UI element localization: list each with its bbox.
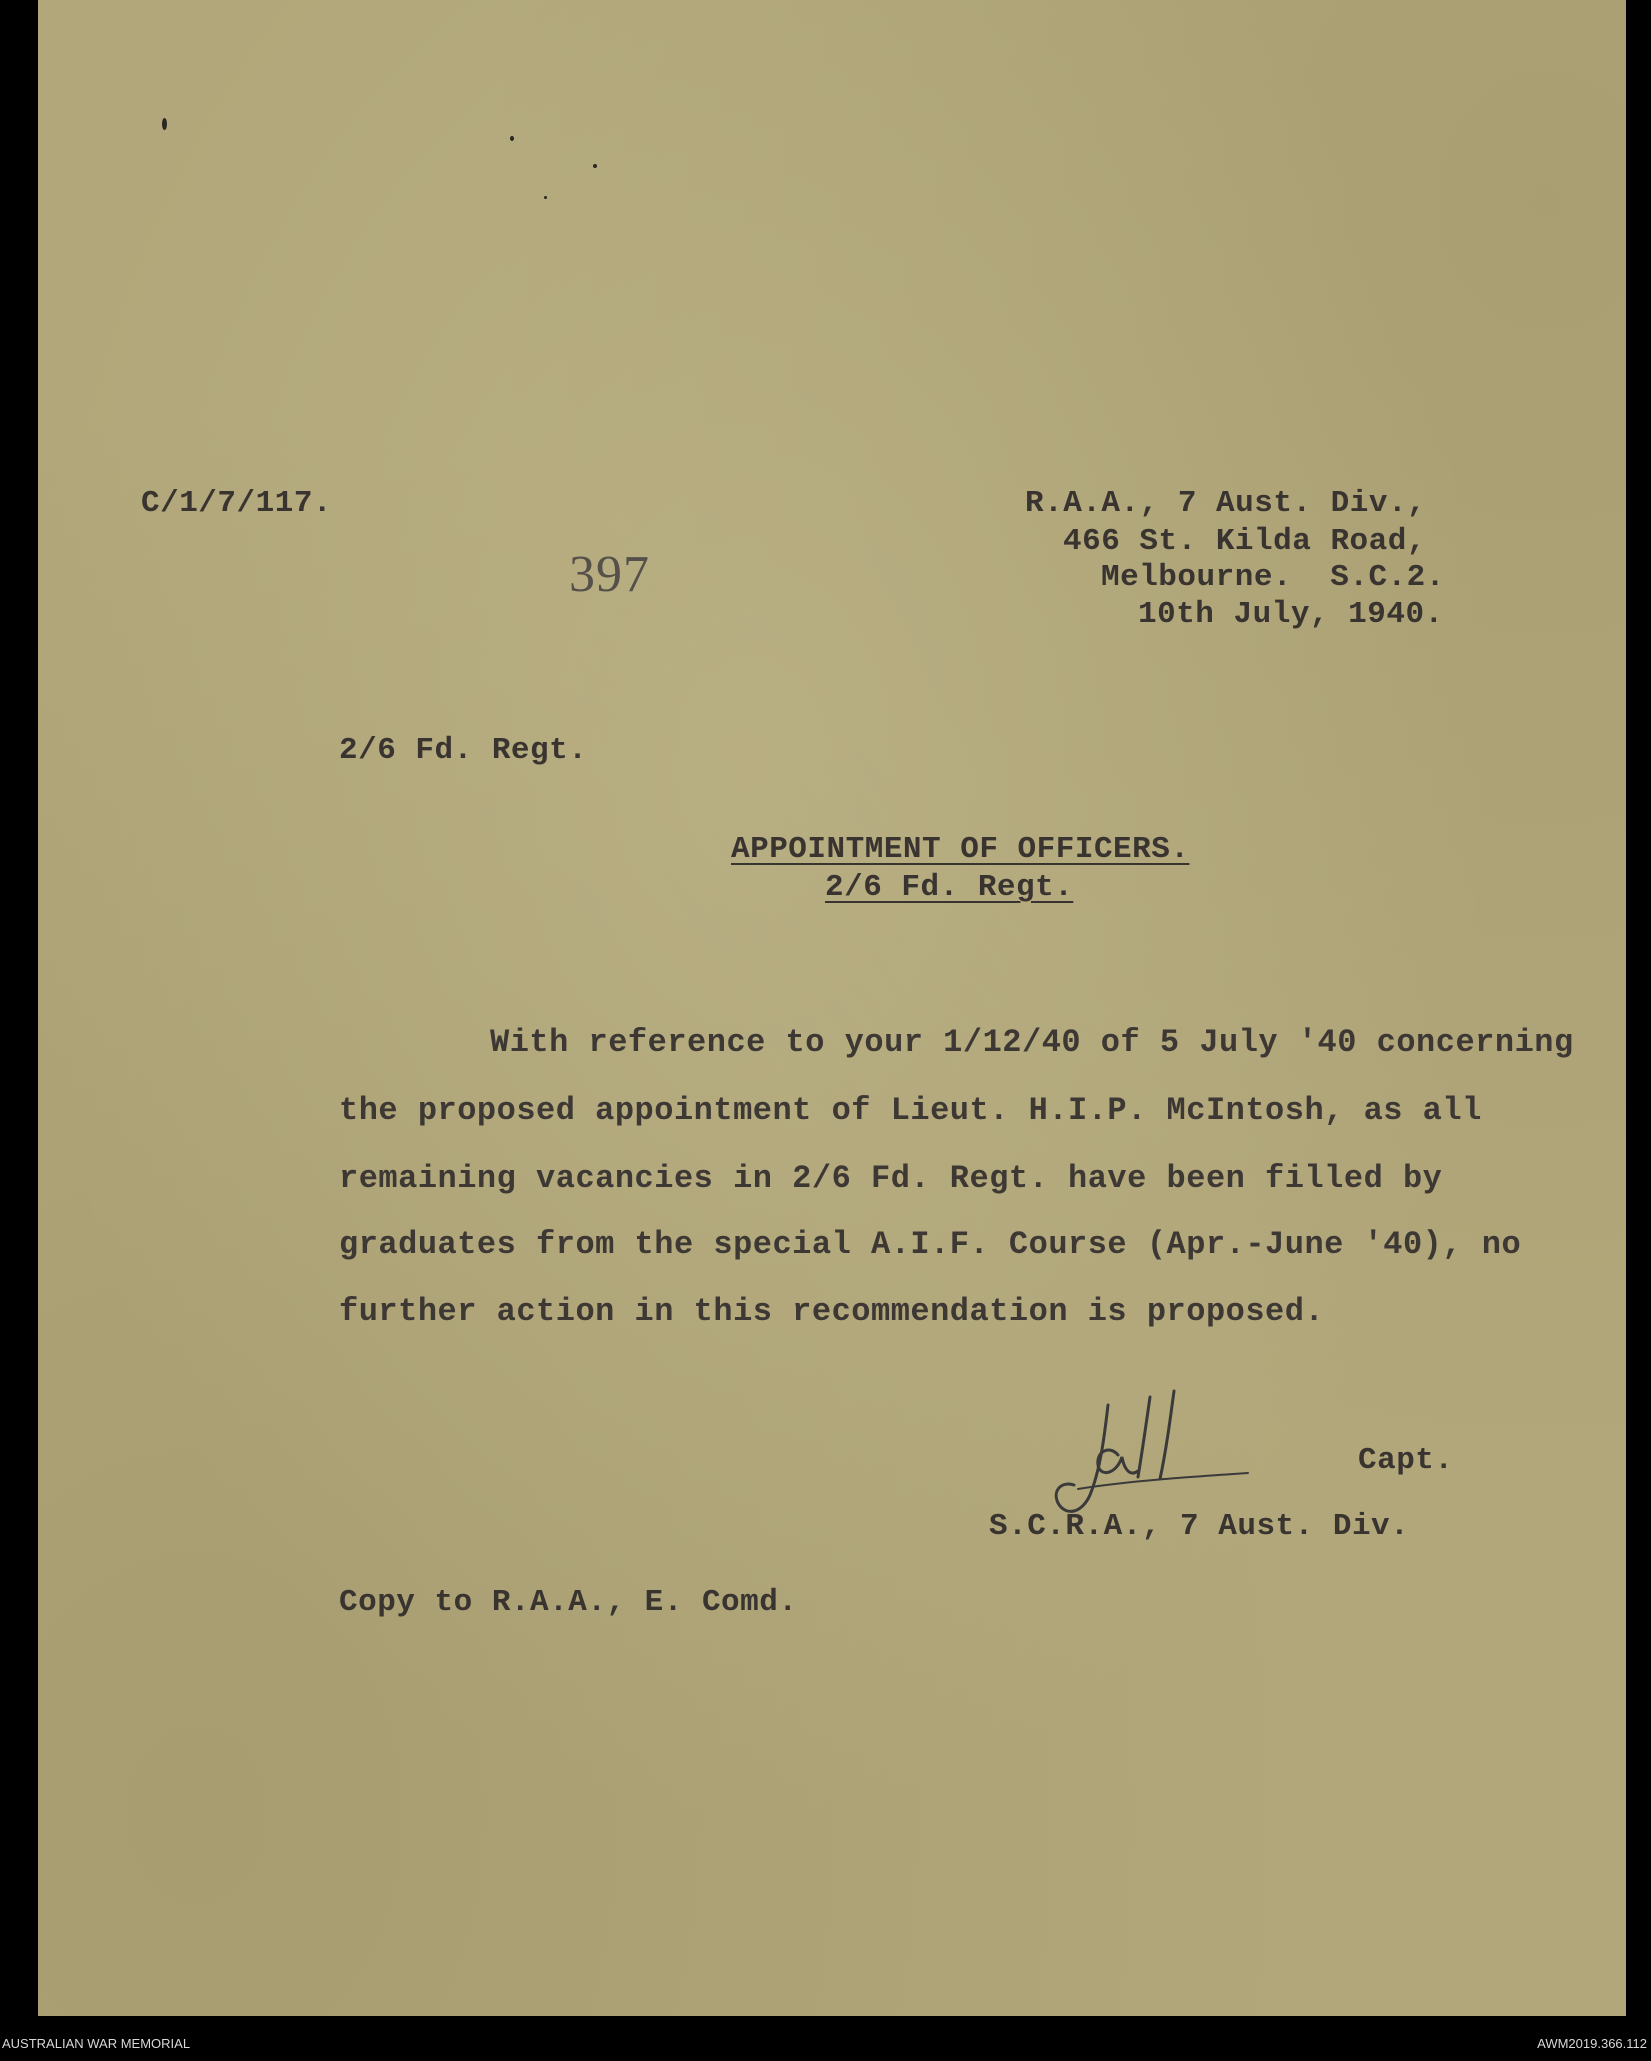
- address-line-3: Melbourne. S.C.2.: [1101, 560, 1445, 595]
- body-line-3: remaining vacancies in 2/6 Fd. Regt. have been filled by: [339, 1160, 1443, 1197]
- stamp-number: 397: [569, 546, 650, 603]
- signature-rank: Capt.: [1358, 1443, 1454, 1478]
- subject-line-2: 2/6 Fd. Regt.: [825, 870, 1074, 905]
- body-line-2: the proposed appointment of Lieut. H.I.P. McIntosh, as all: [339, 1092, 1482, 1129]
- ink-speck: [544, 196, 547, 199]
- body-line-1: With reference to your 1/12/40 of 5 July '40 concerning: [490, 1024, 1574, 1061]
- body-line-4: graduates from the special A.I.F. Course (Apr.-June '40), no: [339, 1226, 1522, 1263]
- ink-speck: [162, 118, 167, 130]
- ink-speck: [593, 164, 597, 168]
- subject-line-1: APPOINTMENT OF OFFICERS.: [731, 832, 1190, 867]
- address-line-1: R.A.A., 7 Aust. Div.,: [1025, 486, 1427, 521]
- footer-accession: AWM2019.366.112: [1537, 2036, 1647, 2051]
- handwritten-signature: [1038, 1385, 1278, 1525]
- ink-speck: [510, 136, 514, 141]
- copy-to: Copy to R.A.A., E. Comd.: [339, 1585, 798, 1620]
- signature-office: S.C.R.A., 7 Aust. Div.: [989, 1509, 1410, 1544]
- body-line-5: further action in this recommendation is proposed.: [339, 1293, 1325, 1330]
- file-reference: C/1/7/117.: [141, 486, 333, 521]
- date-line: 10th July, 1940.: [1138, 597, 1444, 632]
- address-line-2: 466 St. Kilda Road,: [1063, 524, 1426, 559]
- document-page: [38, 0, 1626, 2016]
- footer-institution: AUSTRALIAN WAR MEMORIAL: [2, 2036, 191, 2051]
- recipient: 2/6 Fd. Regt.: [339, 733, 588, 768]
